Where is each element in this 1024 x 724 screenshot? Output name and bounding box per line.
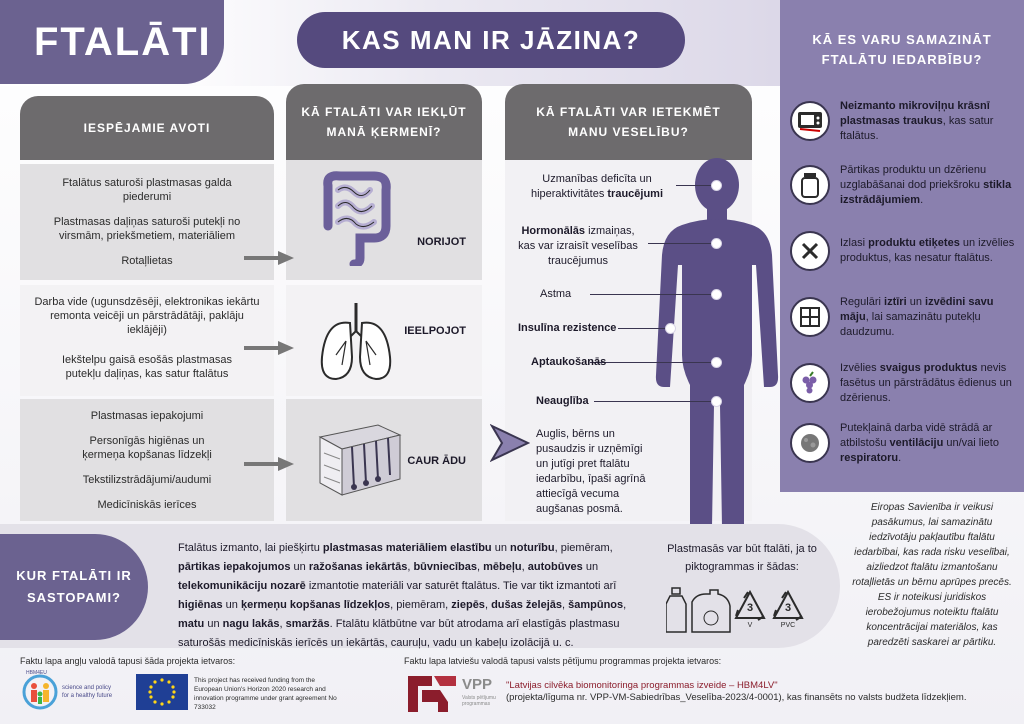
- where-text-fragment: , piemēram,: [554, 542, 613, 554]
- hbm4eu-tagline-line2: for a healthy future: [62, 693, 113, 699]
- tip-3-rest: un izvēlies produktus, kas nesatur ftalātus.: [840, 237, 1015, 264]
- health-insulin: [518, 321, 616, 336]
- vpp-logo-sub-line2: programmas: [462, 701, 491, 707]
- tip-text-2: [840, 163, 1018, 208]
- where-text-fragment: Ftalātus izmanto, lai piešķirtu: [178, 542, 323, 554]
- arrow-icon: [244, 456, 294, 472]
- chevron-arrow-icon: [490, 424, 530, 462]
- body-point-obesity: [711, 357, 722, 368]
- connector-line: [648, 243, 714, 244]
- tips-title: [790, 30, 1014, 70]
- eu-flag-icon: [136, 674, 188, 710]
- route-inhaling: [286, 285, 482, 396]
- source-item: Plastmasas daļiņas saturoši putekļi no virsmām, priekšmetiem, materiāliem: [53, 216, 241, 242]
- tip-text-3: [840, 236, 1018, 266]
- where-text-fragment: smaržās: [285, 618, 330, 630]
- sources-group-2: [20, 285, 274, 396]
- where-text-fragment: un: [290, 561, 309, 573]
- tip-3-pre: Izlasi: [840, 237, 869, 249]
- health-hormonal-bold: Hormonālās: [521, 225, 586, 237]
- body-point-lungs: [711, 289, 722, 300]
- where-text-fragment: ražošanas iekārtās: [308, 561, 408, 573]
- where-label: [0, 534, 148, 640]
- where-text-fragment: ziepēs: [451, 599, 485, 611]
- where-label-line2: SASTOPAMI?: [26, 590, 121, 605]
- route-label-inhaling: IEELPOJOT: [404, 325, 466, 337]
- health-adhd-bold: traucējumi: [607, 188, 664, 200]
- tip-6-end: .: [898, 451, 902, 464]
- vpp-logo-sub: [462, 695, 496, 707]
- health-header-line1: KĀ FTALĀTI VAR IETEKMĒT: [536, 105, 721, 119]
- dust-icon: [790, 423, 830, 463]
- health-asthma: Astma: [540, 288, 572, 300]
- source-item: Ftalātus saturoši plastmasas galda piederumi: [62, 177, 232, 203]
- eu-funding-note: This project has received funding from the European Union's Horizon 2020 research and innovation programme under grant agreement No 733032: [194, 677, 337, 711]
- tip-text-1: [840, 99, 1018, 144]
- health-obesity: [531, 355, 606, 370]
- tip-glass: [790, 150, 1018, 220]
- health-adhd-text: Uzmanības deficīta un hiperaktivitātes: [530, 173, 652, 200]
- page-title: FTALĀTI: [0, 0, 224, 84]
- hbm4eu-tagline: [62, 684, 112, 700]
- recycle-label-pvc: PVC: [780, 622, 796, 629]
- footer-right-title: Faktu lapa latviešu valodā tapusi valsts pētījumu programmas projekta ietvaros:: [404, 656, 722, 666]
- where-text-fragment: ,: [279, 618, 286, 630]
- health-insulin-bold: Insulīna rezistence: [518, 322, 617, 334]
- tip-6-mid: un/vai lieto: [943, 436, 999, 449]
- where-text-fragment: un: [582, 561, 599, 573]
- source-item: Tekstilizstrādājumi/audumi: [82, 474, 212, 486]
- no-label-icon: [790, 231, 830, 271]
- where-text-fragment: un: [204, 618, 223, 630]
- body-point-reproductive: [711, 396, 722, 407]
- tip-5-bold: svaigus produktus: [879, 361, 978, 374]
- where-text-fragment: nagu lakās: [222, 618, 280, 630]
- tip-5-pre: Izvēlies: [840, 361, 880, 374]
- grapes-icon: [790, 363, 830, 403]
- human-body-figure: [640, 155, 780, 527]
- tips-title-line2: FTALĀTU IEDARBĪBU?: [821, 52, 983, 67]
- plastic-bottle-icon: [666, 586, 732, 634]
- sources-header: IESPĒJAMIE AVOTI: [20, 96, 274, 160]
- microwave-icon: [790, 101, 830, 141]
- where-text-fragment: un: [222, 599, 241, 611]
- where-text-fragment: higiēnas: [178, 599, 223, 611]
- body-point-brain: [711, 180, 722, 191]
- where-text-fragment: ,: [484, 599, 492, 611]
- routes-header: [286, 84, 482, 160]
- plastic-note: Plastmasās var būt ftalāti, ja to piktogrammas ir šādas:: [667, 543, 817, 573]
- where-text-fragment: šampūnos: [568, 599, 624, 611]
- project-reference: (projekta/līguma nr. VPP-VM-Sabiedrības_Veselība-2023/4-0001), kas finansēts no valsts budžeta līdzekļiem.: [506, 692, 967, 703]
- skin-icon: [316, 417, 402, 501]
- intestine-icon: [316, 166, 396, 266]
- recycle-label-v: V: [747, 622, 753, 629]
- tip-5-rest: nevis fasētus un pārstrādātus ēdienus un dzērienus.: [840, 361, 1012, 404]
- health-hormonal-text: izmaiņas, kas var izraisīt veselības traucējumus: [518, 225, 638, 267]
- route-label-eating: NORIJOT: [417, 236, 466, 248]
- glass-jar-icon: [790, 165, 830, 205]
- source-item: Rotaļlietas: [121, 255, 173, 267]
- tip-6-bold1: ventilāciju: [889, 436, 944, 449]
- where-text-fragment: dušas želejās: [491, 599, 562, 611]
- where-text-fragment: noturību: [510, 542, 555, 554]
- connector-line: [594, 401, 714, 402]
- tip-text-4: [840, 295, 1018, 340]
- where-description: [178, 539, 640, 653]
- where-text-fragment: mēbeļu: [483, 561, 522, 573]
- where-text-fragment: un: [491, 542, 510, 554]
- routes-header-line1: KĀ FTALĀTI VAR IEKĻŪT: [301, 105, 467, 119]
- tip-1-rest: , kas satur ftalātus.: [840, 114, 994, 142]
- main-question: KAS MAN IR JĀZINA?: [297, 12, 685, 68]
- source-item: Darba vide (ugunsdzēsēji, elektronikas iekārtu remonta veicēji un pārstrādātāji, paklāju ieklājēji): [34, 296, 260, 336]
- vpp-logo-icon: [404, 672, 460, 716]
- where-text-fragment: pārtikas iepakojumos: [178, 561, 291, 573]
- vpp-logo-sub-line1: Valsts pētījumu: [462, 695, 496, 701]
- connector-line: [676, 185, 714, 186]
- health-children-note: Auglis, bērns un pusaudzis ir uzņēmīgi un jutīgi pret ftalātu iedarbību, īpaši agrīnā attiecīgā vecuma augšanas posmā.: [536, 428, 646, 515]
- tip-text-6: [840, 421, 1018, 466]
- recycle-number-2: 3: [784, 602, 792, 614]
- tip-clean: [790, 288, 1018, 346]
- tip-labels: [790, 222, 1018, 280]
- tip-4-bold2: izvēdini savu māju: [840, 295, 994, 323]
- route-skin: [286, 399, 482, 521]
- hbm4eu-logo-text: HBM4EU: [26, 670, 47, 676]
- hbm4eu-tagline-line1: science and policy: [62, 685, 112, 691]
- where-text-fragment: . Ftalātu klātbūtne var būt atrodama arī elastīgās plastmasu saturošās medicīniskās ierīcēs un iekārtās, cauruļu, vadu un kabeļu izolācijā u. c.: [178, 618, 620, 649]
- tip-4-mid: un: [906, 295, 926, 308]
- where-text-fragment: plastmasas materiāliem elastību: [322, 542, 492, 554]
- where-text-fragment: autobūves: [527, 561, 583, 573]
- health-infertility: [536, 394, 589, 409]
- project-name: "Latvijas cilvēka biomonitoringa programmas izveide – HBM4LV": [506, 680, 778, 691]
- where-text-fragment: ,: [562, 599, 569, 611]
- where-text-fragment: , piemēram,: [390, 599, 452, 611]
- where-text-fragment: ,: [407, 561, 414, 573]
- tip-6-pre: Putekļainā darba vidē strādā ar atbilstošu: [840, 421, 993, 449]
- connector-line: [590, 362, 714, 363]
- body-point-hormonal: [711, 238, 722, 249]
- tip-4-rest: , lai samazinātu putekļu daudzumu.: [840, 310, 981, 338]
- tip-4-bold1: iztīri: [884, 295, 907, 308]
- cleaning-icon: [790, 297, 830, 337]
- where-label-line1: KUR FTALĀTI IR: [16, 568, 132, 583]
- where-text-fragment: izmantotie materiāli var saturēt ftalātus. Tie var tikt izmantoti arī: [305, 580, 617, 592]
- source-item: Iekštelpu gaisā esošās plastmasas putekļu daļiņas, kas satur ftalātus: [62, 354, 232, 380]
- tip-microwave: [790, 92, 1018, 150]
- health-obesity-bold: Aptaukošanās: [531, 356, 607, 368]
- tip-ventilation: [790, 414, 1018, 472]
- route-label-skin: CAUR ĀDU: [407, 455, 466, 467]
- source-item: Plastmasas iepakojumi: [90, 410, 204, 422]
- eu-measures-note: Eiropas Savienība ir veikusi pasākumus, lai samazinātu iedzīvotāju pakļautību ftalātu iedarbībai, kas rada risku veselībai, aizliedzot ftalātu izmantošanu rotaļlietās un bērnu aprūpes precēs. ES ir noteikusi juridiskos ierobežojumus noteiktu ftalātu koncentrācijai materiālos, kas paredzēti saskarei ar pārtiku.: [852, 502, 1012, 648]
- recycle-number-1: 3: [746, 602, 754, 614]
- route-eating: [286, 160, 482, 280]
- where-text-fragment: būvniecības: [413, 561, 478, 573]
- vpp-logo-text: VPP: [462, 676, 493, 693]
- tips-title-line1: KĀ ES VARU SAMAZINĀT: [812, 32, 992, 47]
- health-adhd: [517, 172, 677, 202]
- tip-1-bold: Neizmanto mikroviļņu krāsnī plastmasas traukus: [840, 99, 990, 127]
- where-text-fragment: telekomunikāciju nozarē: [178, 580, 306, 592]
- tip-fresh: [790, 354, 1018, 412]
- health-header-line2: MANU VESELĪBU?: [568, 125, 689, 139]
- where-text-fragment: ķermeņu kopšanas līdzekļos: [240, 599, 391, 611]
- hbm4eu-logo: [22, 672, 58, 712]
- sources-group-3: [20, 399, 274, 521]
- tip-text-5: [840, 361, 1018, 406]
- tip-4-pre: Regulāri: [840, 295, 885, 308]
- routes-header-line2: MANĀ ĶERMENĪ?: [326, 125, 442, 139]
- tip-2-bold: stikla izstrādājumiem: [840, 178, 1012, 206]
- connector-line: [590, 294, 714, 295]
- tip-2-pre: Pārtikas produktu un dzērienu uzglabāšanai dod priekšroku: [840, 163, 987, 191]
- tip-6-bold2: respiratoru: [840, 451, 899, 464]
- arrow-icon: [244, 250, 294, 266]
- tip-2-end: .: [920, 193, 924, 206]
- health-hormonal: [512, 224, 644, 269]
- sources-group-1: [20, 164, 274, 280]
- where-text-fragment: ,: [623, 599, 627, 611]
- arrow-icon: [244, 340, 294, 356]
- tip-3-bold: produktu etiķetes: [868, 237, 960, 249]
- where-text-fragment: ,: [477, 561, 484, 573]
- source-item: Medicīniskās ierīces: [97, 499, 197, 511]
- where-text-fragment: matu: [178, 618, 205, 630]
- source-item: Personīgās higiēnas un ķermeņa kopšanas līdzekļi: [82, 435, 212, 461]
- lungs-icon: [316, 301, 396, 385]
- connector-line: [618, 328, 668, 329]
- body-point-insulin: [665, 323, 676, 334]
- footer-left-title: Faktu lapa angļu valodā tapusi šāda projekta ietvaros:: [20, 656, 236, 666]
- health-infertility-bold: Neauglība: [536, 395, 589, 407]
- health-header: [505, 84, 752, 160]
- where-text-fragment: ,: [521, 561, 528, 573]
